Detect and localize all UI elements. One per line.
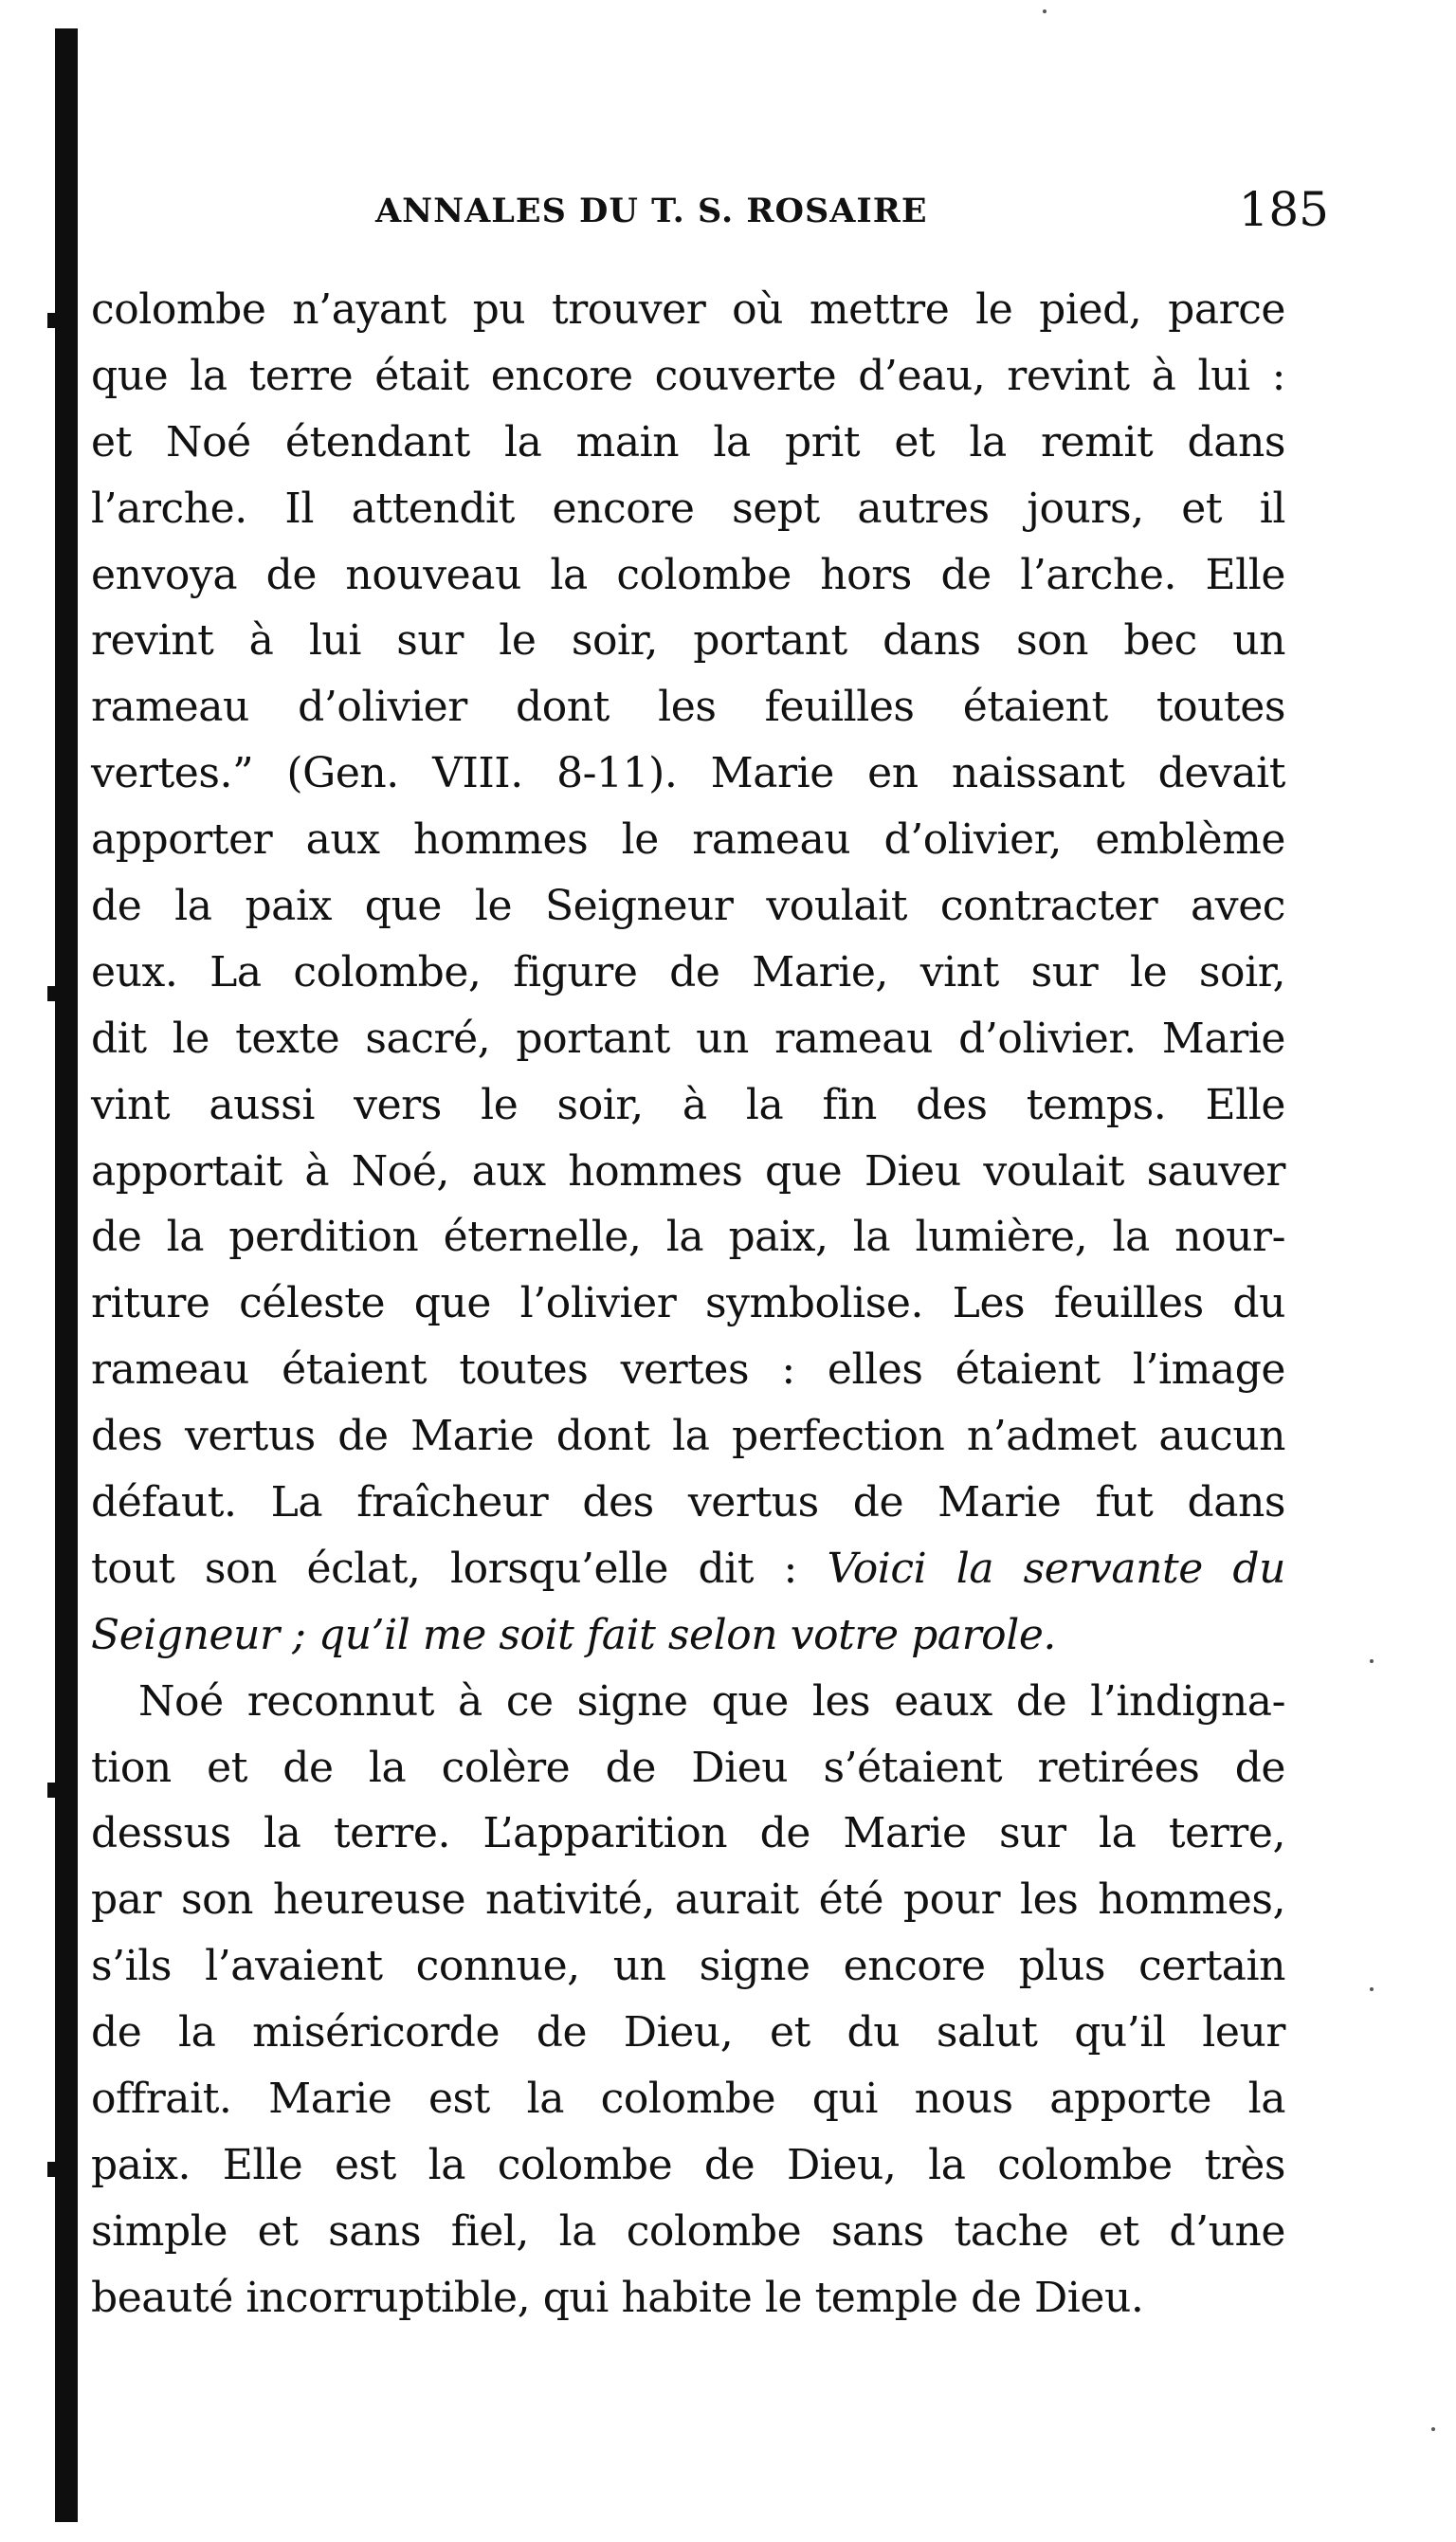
- text-line: par son heureuse nativité, aurait été pour les hommes,: [91, 1875, 1285, 1925]
- print-speck: [1370, 1659, 1374, 1663]
- page-number: 185: [1238, 182, 1329, 237]
- text-line: s’ils l’avaient connue, un signe encore plus certain: [91, 1942, 1285, 1991]
- text-line: de la paix que le Seigneur voulait contracter avec: [91, 882, 1285, 931]
- text-line: et Noé étendant la main la prit et la remit dans: [91, 417, 1285, 466]
- text-line: vertes.” (Gen. VIII. 8-11). Marie en naissant devait: [91, 749, 1285, 798]
- italic-quote-line: Seigneur ; qu’il me soit fait selon votre parole.: [91, 1610, 1056, 1659]
- binding-edge: [55, 28, 78, 2522]
- text-line: riture céleste que l’olivier symbolise. Les feuilles du: [91, 1279, 1285, 1328]
- text-line: apportait à Noé, aux hommes que Dieu voulait sauver: [91, 1146, 1285, 1196]
- binding-mark: [47, 986, 61, 1001]
- text-line: dit le texte sacré, portant un rameau d’olivier. Marie: [91, 1014, 1285, 1063]
- text-line: dessus la terre. L’apparition de Marie sur la terre,: [91, 1809, 1285, 1858]
- italic-quote: Voici la servante du: [827, 1544, 1285, 1593]
- text-line: l’arche. Il attendit encore sept autres jours, et il: [91, 484, 1285, 533]
- text-line: tion et de la colère de Dieu s’étaient retirées de: [91, 1743, 1285, 1792]
- text-line: Noé reconnut à ce signe que les eaux de l’indigna-: [138, 1676, 1285, 1726]
- page-header: [91, 178, 1329, 245]
- print-speck: [1370, 1987, 1374, 1991]
- text-line: de la perdition éternelle, la paix, la lumière, la nour-: [91, 1213, 1285, 1262]
- body-text: [91, 277, 1285, 2332]
- text-line: offrait. Marie est la colombe qui nous apporte la: [91, 2075, 1285, 2124]
- text-line: colombe n’ayant pu trouver où mettre le pied, parce: [91, 285, 1285, 334]
- text-line: défaut. La fraîcheur des vertus de Marie fut dans: [91, 1478, 1285, 1527]
- text-line: que la terre était encore couverte d’eau, revint à lui :: [91, 351, 1285, 400]
- text-line-mixed: [91, 1536, 1285, 1602]
- binding-mark: [47, 313, 61, 328]
- text-line: simple et sans fiel, la colombe sans tache et d’une: [91, 2206, 1285, 2256]
- text-line: de la miséricorde de Dieu, et du salut qu’il leur: [91, 2008, 1285, 2057]
- running-head: ANNALES DU T. S. ROSAIRE: [375, 192, 928, 230]
- text-line: eux. La colombe, figure de Marie, vint sur le soir,: [91, 947, 1285, 997]
- print-speck: [1431, 2427, 1435, 2431]
- binding-mark: [47, 2162, 61, 2177]
- text-segment: tout son éclat, lorsqu’elle dit :: [91, 1544, 828, 1593]
- text-line: beauté incorruptible, qui habite le temple de Dieu.: [91, 2273, 1144, 2322]
- text-line: des vertus de Marie dont la perfection n’admet aucun: [91, 1412, 1285, 1461]
- text-line: rameau étaient toutes vertes : elles étaient l’image: [91, 1345, 1285, 1395]
- text-line: rameau d’olivier dont les feuilles étaient toutes: [91, 683, 1285, 732]
- text-line: vint aussi vers le soir, à la fin des temps. Elle: [91, 1080, 1285, 1129]
- text-line: envoya de nouveau la colombe hors de l’arche. Elle: [91, 550, 1285, 599]
- print-speck: [1043, 9, 1046, 13]
- text-line: revint à lui sur le soir, portant dans son bec un: [91, 616, 1285, 666]
- text-line: apporter aux hommes le rameau d’olivier, emblème: [91, 815, 1285, 865]
- binding-mark: [47, 1783, 61, 1798]
- text-line: paix. Elle est la colombe de Dieu, la colombe très: [91, 2140, 1285, 2189]
